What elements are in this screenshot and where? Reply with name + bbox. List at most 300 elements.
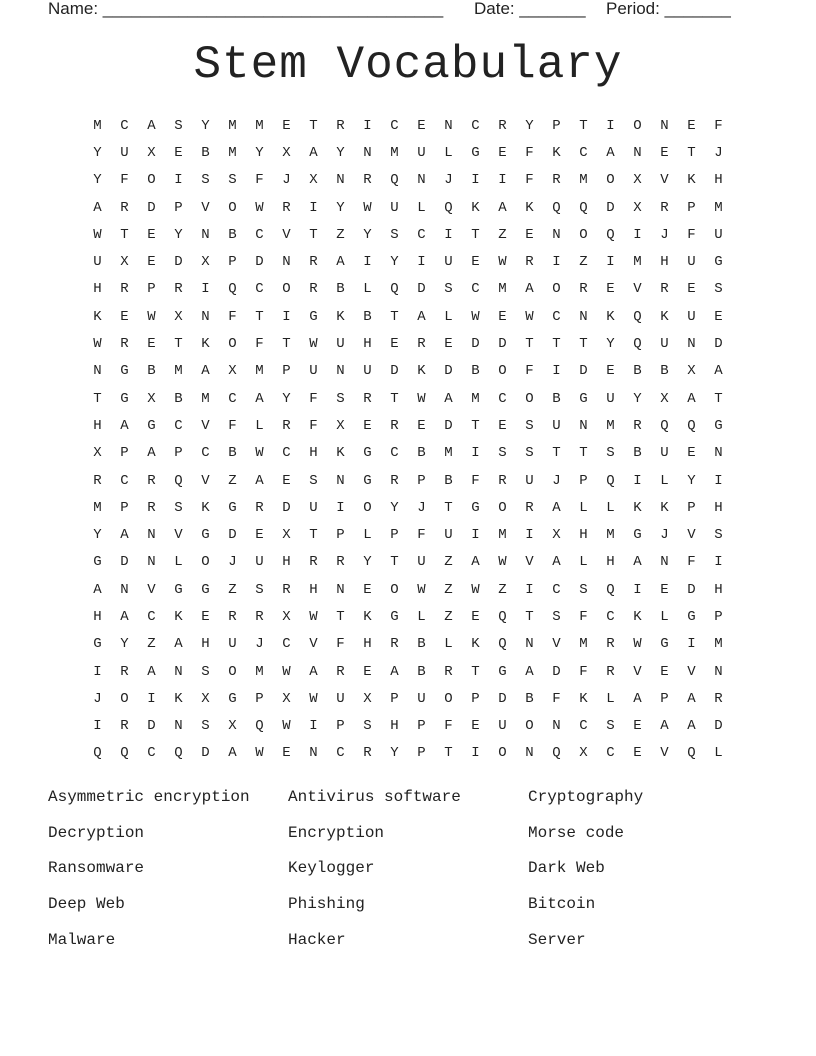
grid-letter[interactable]: C (174, 417, 183, 434)
grid-letter[interactable]: C (201, 445, 210, 462)
grid-letter[interactable]: X (552, 527, 561, 544)
grid-letter[interactable]: C (552, 581, 561, 598)
grid-letter[interactable]: P (579, 472, 588, 489)
grid-letter[interactable]: F (255, 336, 264, 353)
grid-letter[interactable]: M (255, 363, 264, 380)
grid-letter[interactable]: R (390, 636, 399, 653)
grid-letter[interactable]: R (552, 172, 561, 189)
grid-letter[interactable]: J (228, 554, 237, 571)
grid-letter[interactable]: P (660, 690, 669, 707)
grid-letter[interactable]: N (282, 254, 291, 271)
grid-letter[interactable]: C (120, 117, 129, 134)
grid-letter[interactable]: E (282, 117, 291, 134)
grid-letter[interactable]: S (498, 445, 507, 462)
grid-letter[interactable]: C (255, 226, 264, 243)
grid-letter[interactable]: B (336, 281, 345, 298)
grid-letter[interactable]: T (552, 445, 561, 462)
grid-letter[interactable]: W (498, 254, 507, 271)
grid-letter[interactable]: P (147, 281, 156, 298)
grid-letter[interactable]: E (633, 745, 642, 762)
grid-letter[interactable]: O (147, 172, 156, 189)
grid-letter[interactable]: A (525, 663, 534, 680)
grid-letter[interactable]: D (552, 663, 561, 680)
grid-letter[interactable]: G (633, 527, 642, 544)
grid-letter[interactable]: O (228, 663, 237, 680)
grid-letter[interactable]: M (498, 281, 507, 298)
grid-letter[interactable]: U (93, 254, 102, 271)
grid-letter[interactable]: I (417, 254, 426, 271)
grid-letter[interactable]: W (309, 336, 318, 353)
grid-letter[interactable]: R (336, 554, 345, 571)
grid-letter[interactable]: R (309, 281, 318, 298)
grid-letter[interactable]: Q (390, 281, 399, 298)
grid-letter[interactable]: X (282, 527, 291, 544)
grid-letter[interactable]: X (282, 690, 291, 707)
grid-letter[interactable]: Q (444, 199, 453, 216)
grid-letter[interactable]: O (444, 690, 453, 707)
grid-letter[interactable]: R (363, 745, 372, 762)
grid-letter[interactable]: R (606, 636, 615, 653)
grid-letter[interactable]: Y (390, 745, 399, 762)
grid-letter[interactable]: P (336, 527, 345, 544)
grid-letter[interactable]: Q (498, 636, 507, 653)
grid-letter[interactable]: M (444, 445, 453, 462)
grid-letter[interactable]: H (363, 336, 372, 353)
grid-letter[interactable]: V (552, 636, 561, 653)
grid-letter[interactable]: X (120, 254, 129, 271)
grid-letter[interactable]: Y (201, 117, 210, 134)
grid-letter[interactable]: P (255, 690, 264, 707)
grid-letter[interactable]: D (282, 499, 291, 516)
grid-letter[interactable]: I (309, 718, 318, 735)
grid-letter[interactable]: U (120, 144, 129, 161)
grid-letter[interactable]: F (525, 172, 534, 189)
grid-letter[interactable]: Y (687, 472, 696, 489)
grid-letter[interactable]: B (147, 363, 156, 380)
grid-letter[interactable]: X (660, 390, 669, 407)
grid-letter[interactable]: K (579, 690, 588, 707)
grid-letter[interactable]: V (201, 472, 210, 489)
grid-letter[interactable]: H (606, 554, 615, 571)
grid-letter[interactable]: G (687, 608, 696, 625)
grid-letter[interactable]: A (660, 718, 669, 735)
grid-letter[interactable]: S (606, 718, 615, 735)
grid-letter[interactable]: S (201, 718, 210, 735)
grid-letter[interactable]: N (174, 663, 183, 680)
grid-letter[interactable]: M (255, 663, 264, 680)
grid-letter[interactable]: J (660, 226, 669, 243)
grid-letter[interactable]: D (390, 363, 399, 380)
grid-letter[interactable]: V (633, 281, 642, 298)
grid-letter[interactable]: O (579, 226, 588, 243)
grid-letter[interactable]: T (525, 608, 534, 625)
grid-letter[interactable]: N (714, 445, 723, 462)
grid-letter[interactable]: T (255, 308, 264, 325)
grid-letter[interactable]: A (255, 472, 264, 489)
grid-letter[interactable]: L (660, 608, 669, 625)
grid-letter[interactable]: X (147, 390, 156, 407)
grid-letter[interactable]: O (228, 199, 237, 216)
grid-letter[interactable]: D (228, 527, 237, 544)
grid-letter[interactable]: O (228, 336, 237, 353)
grid-letter[interactable]: R (336, 663, 345, 680)
grid-letter[interactable]: T (714, 390, 723, 407)
grid-letter[interactable]: K (471, 199, 480, 216)
grid-letter[interactable]: Q (552, 199, 561, 216)
grid-letter[interactable]: X (687, 363, 696, 380)
grid-letter[interactable]: N (201, 308, 210, 325)
grid-letter[interactable]: R (363, 390, 372, 407)
grid-letter[interactable]: U (498, 718, 507, 735)
grid-letter[interactable]: N (660, 117, 669, 134)
grid-letter[interactable]: W (255, 199, 264, 216)
grid-letter[interactable]: T (282, 336, 291, 353)
grid-letter[interactable]: Q (120, 745, 129, 762)
grid-letter[interactable]: H (363, 636, 372, 653)
grid-letter[interactable]: E (282, 745, 291, 762)
grid-letter[interactable]: Q (174, 472, 183, 489)
grid-letter[interactable]: R (363, 172, 372, 189)
grid-letter[interactable]: M (93, 117, 102, 134)
grid-letter[interactable]: Z (498, 581, 507, 598)
grid-letter[interactable]: F (714, 117, 723, 134)
grid-letter[interactable]: N (525, 636, 534, 653)
grid-letter[interactable]: B (444, 472, 453, 489)
grid-letter[interactable]: Y (336, 144, 345, 161)
grid-letter[interactable]: W (93, 336, 102, 353)
grid-letter[interactable]: D (201, 745, 210, 762)
grid-letter[interactable]: H (714, 499, 723, 516)
grid-letter[interactable]: V (309, 636, 318, 653)
grid-letter[interactable]: V (282, 226, 291, 243)
grid-letter[interactable]: L (606, 499, 615, 516)
grid-letter[interactable]: B (471, 363, 480, 380)
grid-letter[interactable]: A (498, 199, 507, 216)
grid-letter[interactable]: E (471, 608, 480, 625)
grid-letter[interactable]: H (309, 581, 318, 598)
grid-letter[interactable]: X (174, 308, 183, 325)
grid-letter[interactable]: R (120, 336, 129, 353)
grid-letter[interactable]: N (336, 472, 345, 489)
grid-letter[interactable]: S (444, 281, 453, 298)
grid-letter[interactable]: K (417, 363, 426, 380)
grid-letter[interactable]: N (444, 117, 453, 134)
date-field[interactable]: Date: _______ (474, 0, 586, 18)
grid-letter[interactable]: U (336, 336, 345, 353)
grid-letter[interactable]: P (120, 499, 129, 516)
grid-letter[interactable]: X (633, 199, 642, 216)
grid-letter[interactable]: Z (498, 226, 507, 243)
grid-letter[interactable]: B (174, 390, 183, 407)
period-field[interactable]: Period: _______ (606, 0, 731, 18)
grid-letter[interactable]: J (660, 527, 669, 544)
grid-letter[interactable]: K (174, 690, 183, 707)
grid-letter[interactable]: V (687, 663, 696, 680)
grid-letter[interactable]: A (336, 254, 345, 271)
grid-letter[interactable]: K (525, 199, 534, 216)
grid-letter[interactable]: I (93, 718, 102, 735)
grid-letter[interactable]: S (552, 608, 561, 625)
grid-letter[interactable]: P (174, 199, 183, 216)
grid-letter[interactable]: D (498, 690, 507, 707)
grid-letter[interactable]: S (174, 117, 183, 134)
grid-letter[interactable]: V (147, 581, 156, 598)
grid-letter[interactable]: O (525, 390, 534, 407)
grid-letter[interactable]: M (201, 390, 210, 407)
grid-letter[interactable]: J (444, 172, 453, 189)
grid-letter[interactable]: E (471, 718, 480, 735)
grid-letter[interactable]: B (552, 390, 561, 407)
grid-letter[interactable]: L (417, 199, 426, 216)
grid-letter[interactable]: A (228, 745, 237, 762)
grid-letter[interactable]: I (93, 663, 102, 680)
grid-letter[interactable]: A (93, 199, 102, 216)
grid-letter[interactable]: W (498, 554, 507, 571)
grid-letter[interactable]: S (309, 472, 318, 489)
grid-letter[interactable]: C (390, 445, 399, 462)
grid-letter[interactable]: C (471, 117, 480, 134)
grid-letter[interactable]: A (552, 499, 561, 516)
grid-letter[interactable]: O (633, 117, 642, 134)
grid-letter[interactable]: Y (93, 144, 102, 161)
grid-letter[interactable]: S (390, 226, 399, 243)
grid-letter[interactable]: S (606, 445, 615, 462)
grid-letter[interactable]: E (687, 281, 696, 298)
grid-letter[interactable]: C (579, 718, 588, 735)
grid-letter[interactable]: F (471, 472, 480, 489)
grid-letter[interactable]: E (714, 308, 723, 325)
grid-letter[interactable]: D (255, 254, 264, 271)
grid-letter[interactable]: A (309, 663, 318, 680)
grid-letter[interactable]: R (282, 417, 291, 434)
grid-letter[interactable]: D (714, 718, 723, 735)
grid-letter[interactable]: A (687, 390, 696, 407)
name-field[interactable]: Name: ____________________________________ (48, 0, 444, 18)
grid-letter[interactable]: P (390, 527, 399, 544)
grid-letter[interactable]: F (417, 527, 426, 544)
grid-letter[interactable]: C (498, 390, 507, 407)
grid-letter[interactable]: Z (228, 581, 237, 598)
grid-letter[interactable]: L (444, 308, 453, 325)
grid-letter[interactable]: L (714, 745, 723, 762)
grid-letter[interactable]: E (687, 117, 696, 134)
grid-letter[interactable]: Y (282, 390, 291, 407)
grid-letter[interactable]: R (498, 472, 507, 489)
grid-letter[interactable]: R (498, 117, 507, 134)
grid-letter[interactable]: X (228, 718, 237, 735)
grid-letter[interactable]: Z (444, 554, 453, 571)
grid-letter[interactable]: R (660, 281, 669, 298)
grid-letter[interactable]: T (93, 390, 102, 407)
grid-letter[interactable]: E (633, 718, 642, 735)
grid-letter[interactable]: T (579, 445, 588, 462)
grid-letter[interactable]: R (633, 417, 642, 434)
grid-letter[interactable]: K (633, 608, 642, 625)
grid-letter[interactable]: F (579, 608, 588, 625)
grid-letter[interactable]: Z (444, 608, 453, 625)
grid-letter[interactable]: W (309, 690, 318, 707)
grid-letter[interactable]: L (579, 499, 588, 516)
grid-letter[interactable]: T (471, 663, 480, 680)
grid-letter[interactable]: S (525, 445, 534, 462)
grid-letter[interactable]: S (579, 581, 588, 598)
grid-letter[interactable]: K (687, 172, 696, 189)
grid-letter[interactable]: C (282, 445, 291, 462)
grid-letter[interactable]: X (201, 254, 210, 271)
grid-letter[interactable]: Q (579, 199, 588, 216)
grid-letter[interactable]: H (93, 281, 102, 298)
grid-letter[interactable]: S (228, 172, 237, 189)
grid-letter[interactable]: Y (606, 336, 615, 353)
grid-letter[interactable]: E (120, 308, 129, 325)
grid-letter[interactable]: I (471, 172, 480, 189)
grid-letter[interactable]: Y (255, 144, 264, 161)
grid-letter[interactable]: X (282, 608, 291, 625)
grid-letter[interactable]: M (714, 199, 723, 216)
grid-letter[interactable]: R (525, 254, 534, 271)
grid-letter[interactable]: H (390, 718, 399, 735)
grid-letter[interactable]: A (552, 554, 561, 571)
grid-letter[interactable]: E (363, 417, 372, 434)
grid-letter[interactable]: P (282, 363, 291, 380)
grid-letter[interactable]: Y (363, 226, 372, 243)
grid-letter[interactable]: R (336, 117, 345, 134)
grid-letter[interactable]: W (255, 745, 264, 762)
grid-letter[interactable]: K (552, 144, 561, 161)
grid-letter[interactable]: L (444, 144, 453, 161)
grid-letter[interactable]: A (444, 390, 453, 407)
grid-letter[interactable]: R (174, 281, 183, 298)
grid-letter[interactable]: V (201, 417, 210, 434)
grid-letter[interactable]: A (417, 308, 426, 325)
grid-letter[interactable]: A (120, 527, 129, 544)
grid-letter[interactable]: E (255, 527, 264, 544)
grid-letter[interactable]: P (417, 745, 426, 762)
grid-letter[interactable]: E (390, 336, 399, 353)
grid-letter[interactable]: W (471, 308, 480, 325)
grid-letter[interactable]: U (255, 554, 264, 571)
grid-letter[interactable]: K (201, 336, 210, 353)
grid-letter[interactable]: E (417, 117, 426, 134)
grid-letter[interactable]: R (282, 199, 291, 216)
grid-letter[interactable]: R (147, 472, 156, 489)
grid-letter[interactable]: A (309, 144, 318, 161)
grid-letter[interactable]: U (687, 308, 696, 325)
grid-letter[interactable]: G (471, 144, 480, 161)
grid-letter[interactable]: W (309, 608, 318, 625)
grid-letter[interactable]: Q (390, 172, 399, 189)
grid-letter[interactable]: E (147, 226, 156, 243)
grid-letter[interactable]: R (390, 472, 399, 489)
grid-letter[interactable]: U (390, 199, 399, 216)
grid-letter[interactable]: A (606, 144, 615, 161)
grid-letter[interactable]: U (714, 226, 723, 243)
grid-letter[interactable]: A (633, 554, 642, 571)
grid-letter[interactable]: P (687, 199, 696, 216)
grid-letter[interactable]: U (444, 527, 453, 544)
grid-letter[interactable]: K (660, 499, 669, 516)
grid-letter[interactable]: D (120, 554, 129, 571)
grid-letter[interactable]: I (633, 472, 642, 489)
grid-letter[interactable]: Q (174, 745, 183, 762)
grid-letter[interactable]: B (417, 636, 426, 653)
grid-letter[interactable]: U (552, 417, 561, 434)
grid-letter[interactable]: W (147, 308, 156, 325)
grid-letter[interactable]: N (336, 581, 345, 598)
grid-letter[interactable]: D (444, 363, 453, 380)
grid-letter[interactable]: H (309, 445, 318, 462)
grid-letter[interactable]: G (579, 390, 588, 407)
grid-letter[interactable]: S (714, 281, 723, 298)
grid-letter[interactable]: T (579, 336, 588, 353)
grid-letter[interactable]: F (552, 690, 561, 707)
grid-letter[interactable]: Y (525, 117, 534, 134)
grid-letter[interactable]: O (282, 281, 291, 298)
grid-letter[interactable]: G (309, 308, 318, 325)
grid-letter[interactable]: R (147, 499, 156, 516)
grid-letter[interactable]: M (579, 636, 588, 653)
grid-letter[interactable]: U (660, 336, 669, 353)
grid-letter[interactable]: C (147, 608, 156, 625)
grid-letter[interactable]: U (525, 472, 534, 489)
grid-letter[interactable]: U (309, 499, 318, 516)
grid-letter[interactable]: I (336, 499, 345, 516)
grid-letter[interactable]: L (579, 554, 588, 571)
grid-letter[interactable]: X (93, 445, 102, 462)
grid-letter[interactable]: K (606, 308, 615, 325)
grid-letter[interactable]: I (714, 554, 723, 571)
grid-letter[interactable]: O (525, 718, 534, 735)
grid-letter[interactable]: N (579, 417, 588, 434)
grid-letter[interactable]: J (552, 472, 561, 489)
grid-letter[interactable]: J (255, 636, 264, 653)
grid-letter[interactable]: U (660, 445, 669, 462)
grid-letter[interactable]: W (633, 636, 642, 653)
grid-letter[interactable]: A (525, 281, 534, 298)
grid-letter[interactable]: P (552, 117, 561, 134)
grid-letter[interactable]: C (336, 745, 345, 762)
grid-letter[interactable]: M (93, 499, 102, 516)
grid-letter[interactable]: A (471, 554, 480, 571)
grid-letter[interactable]: Z (579, 254, 588, 271)
grid-letter[interactable]: H (93, 417, 102, 434)
grid-letter[interactable]: N (147, 554, 156, 571)
grid-letter[interactable]: D (579, 363, 588, 380)
grid-letter[interactable]: Y (174, 226, 183, 243)
grid-letter[interactable]: F (444, 718, 453, 735)
grid-letter[interactable]: Q (633, 336, 642, 353)
grid-letter[interactable]: W (417, 390, 426, 407)
grid-letter[interactable]: B (228, 445, 237, 462)
grid-letter[interactable]: D (498, 336, 507, 353)
grid-letter[interactable]: Q (255, 718, 264, 735)
grid-letter[interactable]: T (309, 117, 318, 134)
grid-letter[interactable]: E (660, 581, 669, 598)
grid-letter[interactable]: W (363, 199, 372, 216)
grid-letter[interactable]: G (228, 499, 237, 516)
grid-letter[interactable]: A (255, 390, 264, 407)
grid-letter[interactable]: R (660, 199, 669, 216)
grid-letter[interactable]: R (255, 608, 264, 625)
grid-letter[interactable]: C (552, 308, 561, 325)
grid-letter[interactable]: D (417, 281, 426, 298)
grid-letter[interactable]: V (201, 199, 210, 216)
grid-letter[interactable]: F (687, 554, 696, 571)
grid-letter[interactable]: U (417, 554, 426, 571)
grid-letter[interactable]: U (336, 690, 345, 707)
grid-letter[interactable]: D (471, 336, 480, 353)
grid-letter[interactable]: Q (660, 417, 669, 434)
